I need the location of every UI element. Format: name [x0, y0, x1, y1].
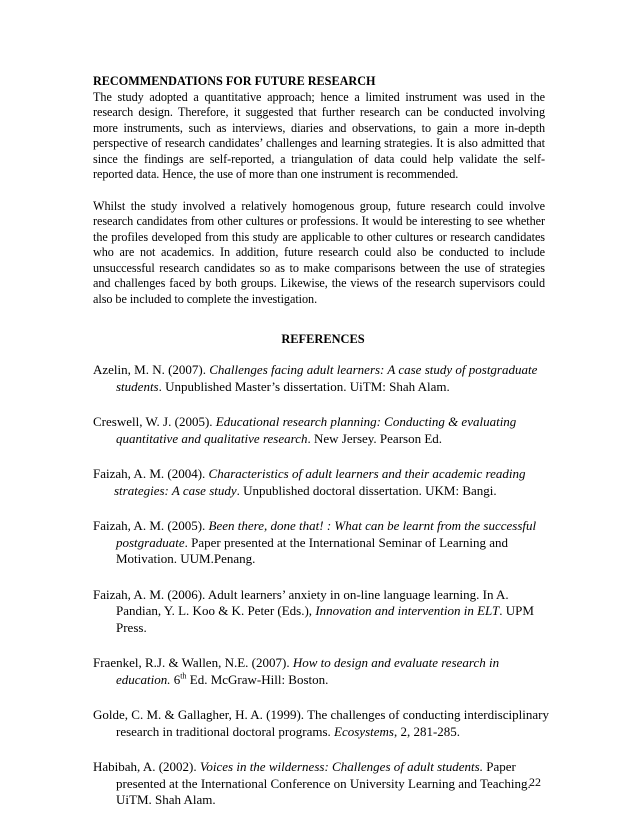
- reference-item-habibah: Habibah, A. (2002). Voices in the wilderness: Challenges of adult students. Paper presented at the International Conference on University Learning and Teaching. UiTM. Shah Alam.: [93, 759, 531, 807]
- paragraph-2: Whilst the study involved a relatively homogenous group, future research could involve research candidates from other cultures or professions. It would be interesting to see whether the profiles developed from this study are applicable to other cultures or research candidates who are not academics. In addition, future research could also be conducted to include unsuccessful research candidates so as to make comparisons between the use of strategies and challenges faced by both groups. Likewise, the views of the research supervisors could also be included to complete the investigation.: [93, 198, 545, 306]
- reference-item-faizah-2006: Faizah, A. M. (2006). Adult learners’ anxiety in on-line language learning. In A. Pandian, Y. L. Koo & K. Peter (Eds.), Innovation and intervention in ELT. UPM Press.: [93, 586, 534, 635]
- reference-item-fraenkel: Fraenkel, R.J. & Wallen, N.E. (2007). How to design and evaluate research in education. 6th Ed. McGraw-Hill: Boston.: [93, 655, 500, 687]
- recommendations-section: [93, 74, 545, 323]
- section-heading: RECOMMENDATIONS FOR FUTURE RESEARCH: [93, 74, 376, 88]
- paragraph-1: The study adopted a quantitative approach; hence a limited instrument was used in the research design. Therefore, it suggested that further research can be conducted involving more instruments, such as interviews, diaries and observations, to gain a more in-depth perspective of research candidates’ challenges and learning strategies. It is also admitted that since the findings are self-reported, a triangulation of data could help validate the self-reported data. Hence, the use of more than one instrument is recommended.: [93, 89, 545, 181]
- reference-item-golde: Golde, C. M. & Gallagher, H. A. (1999). The challenges of conducting interdisciplinary research in traditional doctoral programs. Ecosystems, 2, 281-285.: [93, 707, 549, 739]
- references-section: [93, 332, 553, 828]
- references-heading: REFERENCES: [281, 332, 365, 346]
- reference-item-azelin: Azelin, M. N. (2007). Challenges facing adult learners: A case study of postgraduate students. Unpublished Master’s dissertation. UiTM: Shah Alam.: [93, 362, 538, 394]
- reference-item-faizah-2005: Faizah, A. M. (2005). Been there, done that! : What can be learnt from the successful postgraduate. Paper presented at the International Seminar of Learning and Motivation. UUM.Penang.: [93, 518, 537, 566]
- reference-item-creswell: Creswell, W. J. (2005). Educational research planning: Conducting & evaluating quantitative and qualitative research. New Jersey. Pearson Ed.: [93, 414, 517, 446]
- reference-item-faizah-2004: Faizah, A. M. (2004). Characteristics of adult learners and their academic reading strategies: A case study. Unpublished doctoral dissertation. UKM: Bangi.: [93, 466, 526, 498]
- page-number: 22: [529, 775, 541, 789]
